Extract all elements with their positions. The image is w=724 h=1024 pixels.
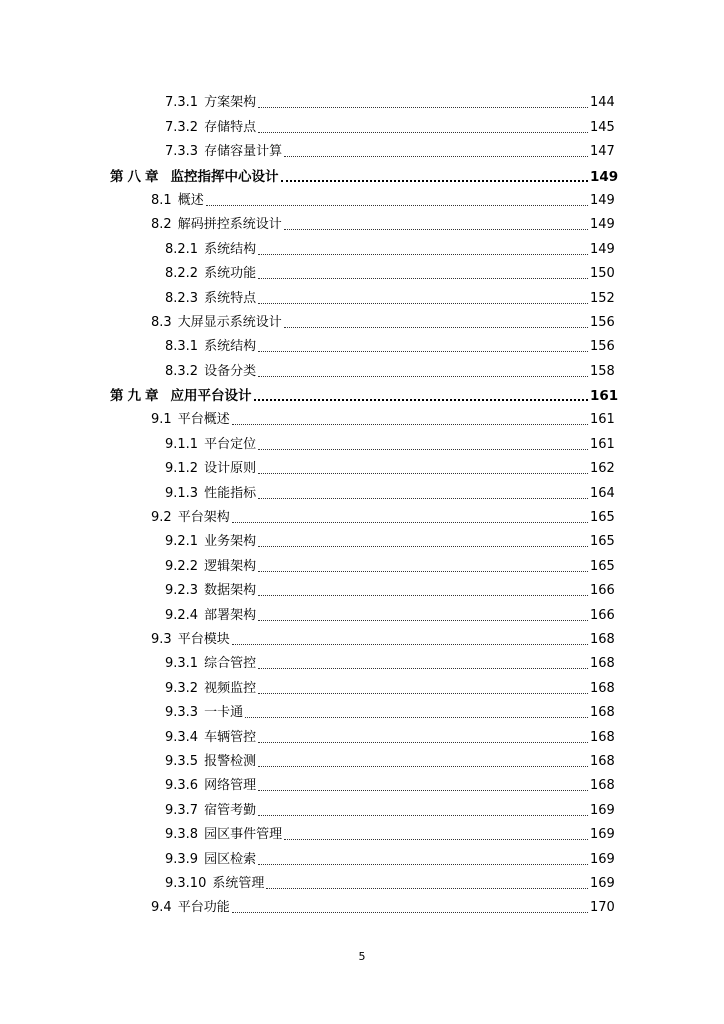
dot-leader — [254, 399, 589, 401]
toc-chapter-number: 第八章 — [110, 168, 163, 185]
dot-leader — [206, 205, 588, 206]
toc-entry-page: 169 — [590, 875, 615, 891]
toc-entry-title: 平台功能 — [177, 900, 230, 916]
toc-entry[interactable] — [0, 262, 724, 286]
dot-leader — [232, 644, 588, 645]
toc-entry[interactable] — [0, 359, 724, 383]
toc-entry-number: 8.2.1 — [165, 241, 199, 257]
table-of-contents — [0, 91, 724, 920]
toc-entry-page: 156 — [590, 314, 615, 330]
dot-leader — [281, 180, 589, 182]
toc-entry[interactable] — [0, 311, 724, 335]
toc-entry[interactable] — [0, 530, 724, 554]
toc-chapter-title: 监控指挥中心设计 — [170, 168, 279, 185]
dot-leader — [258, 790, 588, 791]
toc-entry-title: 系统特点 — [204, 290, 257, 306]
toc-entry-page: 145 — [590, 119, 615, 135]
toc-entry-title: 平台概述 — [177, 412, 230, 428]
toc-entry-title: 部署架构 — [204, 607, 257, 623]
toc-entry-number: 8.2.3 — [165, 290, 199, 306]
dot-leader — [258, 815, 588, 816]
toc-entry-page: 144 — [590, 95, 615, 111]
toc-entry-number: 9.3.5 — [165, 753, 199, 769]
dot-leader — [258, 107, 588, 108]
toc-entry-title: 视频监控 — [204, 680, 257, 696]
toc-entry[interactable] — [0, 213, 724, 237]
toc-entry-page: 168 — [590, 656, 615, 672]
dot-leader — [258, 351, 588, 352]
toc-entry-title: 系统结构 — [204, 241, 257, 257]
dot-leader — [258, 742, 588, 743]
dot-leader — [266, 888, 588, 889]
toc-entry-page: 168 — [590, 631, 615, 647]
toc-entry-title: 设备分类 — [204, 363, 257, 379]
toc-entry[interactable] — [0, 628, 724, 652]
toc-entry-title: 平台定位 — [204, 436, 257, 452]
toc-entry-number: 7.3.1 — [165, 95, 199, 111]
toc-entry-page: 161 — [590, 412, 615, 428]
toc-entry-title: 性能指标 — [204, 485, 257, 501]
toc-entry-number: 9.3 — [151, 631, 172, 647]
toc-entry[interactable] — [0, 823, 724, 847]
toc-entry-title: 网络管理 — [204, 778, 257, 794]
dot-leader — [258, 620, 588, 621]
toc-entry-number: 9.3.8 — [165, 827, 199, 843]
toc-entry-page: 169 — [590, 802, 615, 818]
toc-entry[interactable] — [0, 91, 724, 115]
dot-leader — [258, 254, 588, 255]
toc-entry[interactable] — [0, 603, 724, 627]
toc-entry[interactable] — [0, 725, 724, 749]
dot-leader — [258, 595, 588, 596]
dot-leader — [284, 229, 588, 230]
toc-entry[interactable] — [0, 115, 724, 139]
toc-entry-page: 149 — [590, 241, 615, 257]
toc-entry-page: 162 — [590, 461, 615, 477]
toc-entry-title: 平台架构 — [177, 510, 230, 526]
toc-chapter-title: 应用平台设计 — [170, 388, 252, 405]
toc-entry[interactable] — [0, 189, 724, 213]
toc-entry-title: 存储特点 — [204, 119, 257, 135]
toc-entry-title: 系统管理 — [212, 875, 265, 891]
toc-entry-title: 园区事件管理 — [204, 827, 283, 843]
toc-entry-number: 9.1.2 — [165, 461, 199, 477]
toc-entry-page: 156 — [590, 339, 615, 355]
toc-entry-title: 设计原则 — [204, 461, 257, 477]
toc-entry-title: 大屏显示系统设计 — [177, 314, 282, 330]
toc-entry[interactable] — [0, 774, 724, 798]
toc-entry-number: 9.2 — [151, 510, 172, 526]
dot-leader — [245, 717, 588, 718]
toc-entry-number: 8.3.1 — [165, 339, 199, 355]
dot-leader — [232, 522, 588, 523]
toc-entry-title: 报警检测 — [204, 753, 257, 769]
dot-leader — [258, 278, 588, 279]
toc-chapter-entry[interactable] — [0, 384, 724, 408]
toc-entry-title: 一卡通 — [204, 705, 244, 721]
toc-entry-number: 9.4 — [151, 900, 172, 916]
dot-leader — [258, 668, 588, 669]
toc-entry[interactable] — [0, 506, 724, 530]
dot-leader — [258, 766, 588, 767]
toc-entry-title: 综合管控 — [204, 656, 257, 672]
dot-leader — [258, 864, 588, 865]
toc-entry-page: 165 — [590, 534, 615, 550]
toc-entry-page: 168 — [590, 778, 615, 794]
toc-entry[interactable] — [0, 432, 724, 456]
dot-leader — [284, 839, 588, 840]
toc-entry-page: 165 — [590, 558, 615, 574]
toc-entry[interactable] — [0, 408, 724, 432]
toc-entry-number: 9.3.2 — [165, 680, 199, 696]
toc-entry[interactable] — [0, 457, 724, 481]
dot-leader — [258, 303, 588, 304]
dot-leader — [258, 498, 588, 499]
toc-entry-page: 147 — [590, 144, 615, 160]
toc-entry[interactable] — [0, 872, 724, 896]
toc-entry-page: 166 — [590, 607, 615, 623]
toc-entry-page: 150 — [590, 266, 615, 282]
dot-leader — [284, 156, 588, 157]
toc-entry-number: 8.3 — [151, 314, 172, 330]
toc-chapter-number: 第九章 — [110, 388, 163, 405]
dot-leader — [258, 473, 588, 474]
toc-entry[interactable] — [0, 676, 724, 700]
toc-entry[interactable] — [0, 847, 724, 871]
toc-entry-number: 9.1 — [151, 412, 172, 428]
toc-entry-number: 9.3.1 — [165, 656, 199, 672]
toc-entry-number: 9.1.3 — [165, 485, 199, 501]
toc-entry[interactable] — [0, 701, 724, 725]
toc-entry-number: 9.2.3 — [165, 583, 199, 599]
toc-entry-page: 158 — [590, 363, 615, 379]
dot-leader — [232, 912, 588, 913]
toc-entry[interactable] — [0, 554, 724, 578]
toc-entry-number: 9.3.4 — [165, 729, 199, 745]
toc-entry-title: 系统结构 — [204, 339, 257, 355]
toc-entry-page: 169 — [590, 827, 615, 843]
toc-entry[interactable] — [0, 896, 724, 920]
dot-leader — [258, 376, 588, 377]
dot-leader — [258, 546, 588, 547]
toc-entry[interactable] — [0, 798, 724, 822]
toc-entry-page: 161 — [590, 388, 619, 405]
toc-entry-page: 168 — [590, 680, 615, 696]
toc-entry-title: 平台模块 — [177, 631, 230, 647]
page-number: 5 — [358, 950, 366, 963]
toc-entry-number: 9.1.1 — [165, 436, 199, 452]
dot-leader — [284, 327, 588, 328]
toc-entry-number: 9.3.9 — [165, 851, 199, 867]
toc-entry[interactable] — [0, 579, 724, 603]
toc-entry-page: 170 — [590, 900, 615, 916]
toc-entry[interactable] — [0, 652, 724, 676]
dot-leader — [258, 693, 588, 694]
toc-entry-page: 168 — [590, 753, 615, 769]
toc-entry-title: 园区检索 — [204, 851, 257, 867]
toc-entry-page: 164 — [590, 485, 615, 501]
toc-entry-number: 9.3.7 — [165, 802, 199, 818]
dot-leader — [258, 449, 588, 450]
toc-entry-page: 149 — [590, 168, 619, 185]
toc-entry[interactable] — [0, 237, 724, 261]
toc-entry[interactable] — [0, 750, 724, 774]
toc-entry-title: 解码拼控系统设计 — [177, 217, 282, 233]
toc-entry-title: 宿管考勤 — [204, 802, 257, 818]
toc-entry-title: 系统功能 — [204, 266, 257, 282]
toc-entry[interactable] — [0, 140, 724, 164]
toc-entry-page: 161 — [590, 436, 615, 452]
toc-entry-number: 9.3.10 — [165, 875, 207, 891]
toc-entry-number: 8.1 — [151, 192, 172, 208]
toc-entry-page: 166 — [590, 583, 615, 599]
toc-entry-number: 9.3.6 — [165, 778, 199, 794]
toc-entry-number: 7.3.3 — [165, 144, 199, 160]
toc-entry-title: 数据架构 — [204, 583, 257, 599]
toc-entry-page: 149 — [590, 217, 615, 233]
toc-entry-page: 169 — [590, 851, 615, 867]
toc-entry-number: 7.3.2 — [165, 119, 199, 135]
dot-leader — [258, 132, 588, 133]
toc-entry-number: 9.2.4 — [165, 607, 199, 623]
toc-entry-page: 168 — [590, 729, 615, 745]
toc-entry-title: 方案架构 — [204, 95, 257, 111]
dot-leader — [232, 424, 588, 425]
toc-entry-number: 8.2 — [151, 217, 172, 233]
toc-entry-number: 9.2.1 — [165, 534, 199, 550]
toc-entry[interactable] — [0, 481, 724, 505]
toc-entry[interactable] — [0, 286, 724, 310]
toc-entry-page: 149 — [590, 192, 615, 208]
dot-leader — [258, 571, 588, 572]
toc-entry-number: 9.2.2 — [165, 558, 199, 574]
toc-entry-number: 8.2.2 — [165, 266, 199, 282]
toc-entry-title: 概述 — [177, 192, 204, 208]
toc-entry-title: 存储容量计算 — [204, 144, 283, 160]
toc-entry-number: 8.3.2 — [165, 363, 199, 379]
toc-entry-title: 业务架构 — [204, 534, 257, 550]
toc-entry-page: 165 — [590, 510, 615, 526]
toc-entry[interactable] — [0, 335, 724, 359]
toc-chapter-entry[interactable] — [0, 164, 724, 188]
toc-entry-number: 9.3.3 — [165, 705, 199, 721]
toc-entry-title: 车辆管控 — [204, 729, 257, 745]
toc-entry-title: 逻辑架构 — [204, 558, 257, 574]
toc-entry-page: 168 — [590, 705, 615, 721]
toc-entry-page: 152 — [590, 290, 615, 306]
